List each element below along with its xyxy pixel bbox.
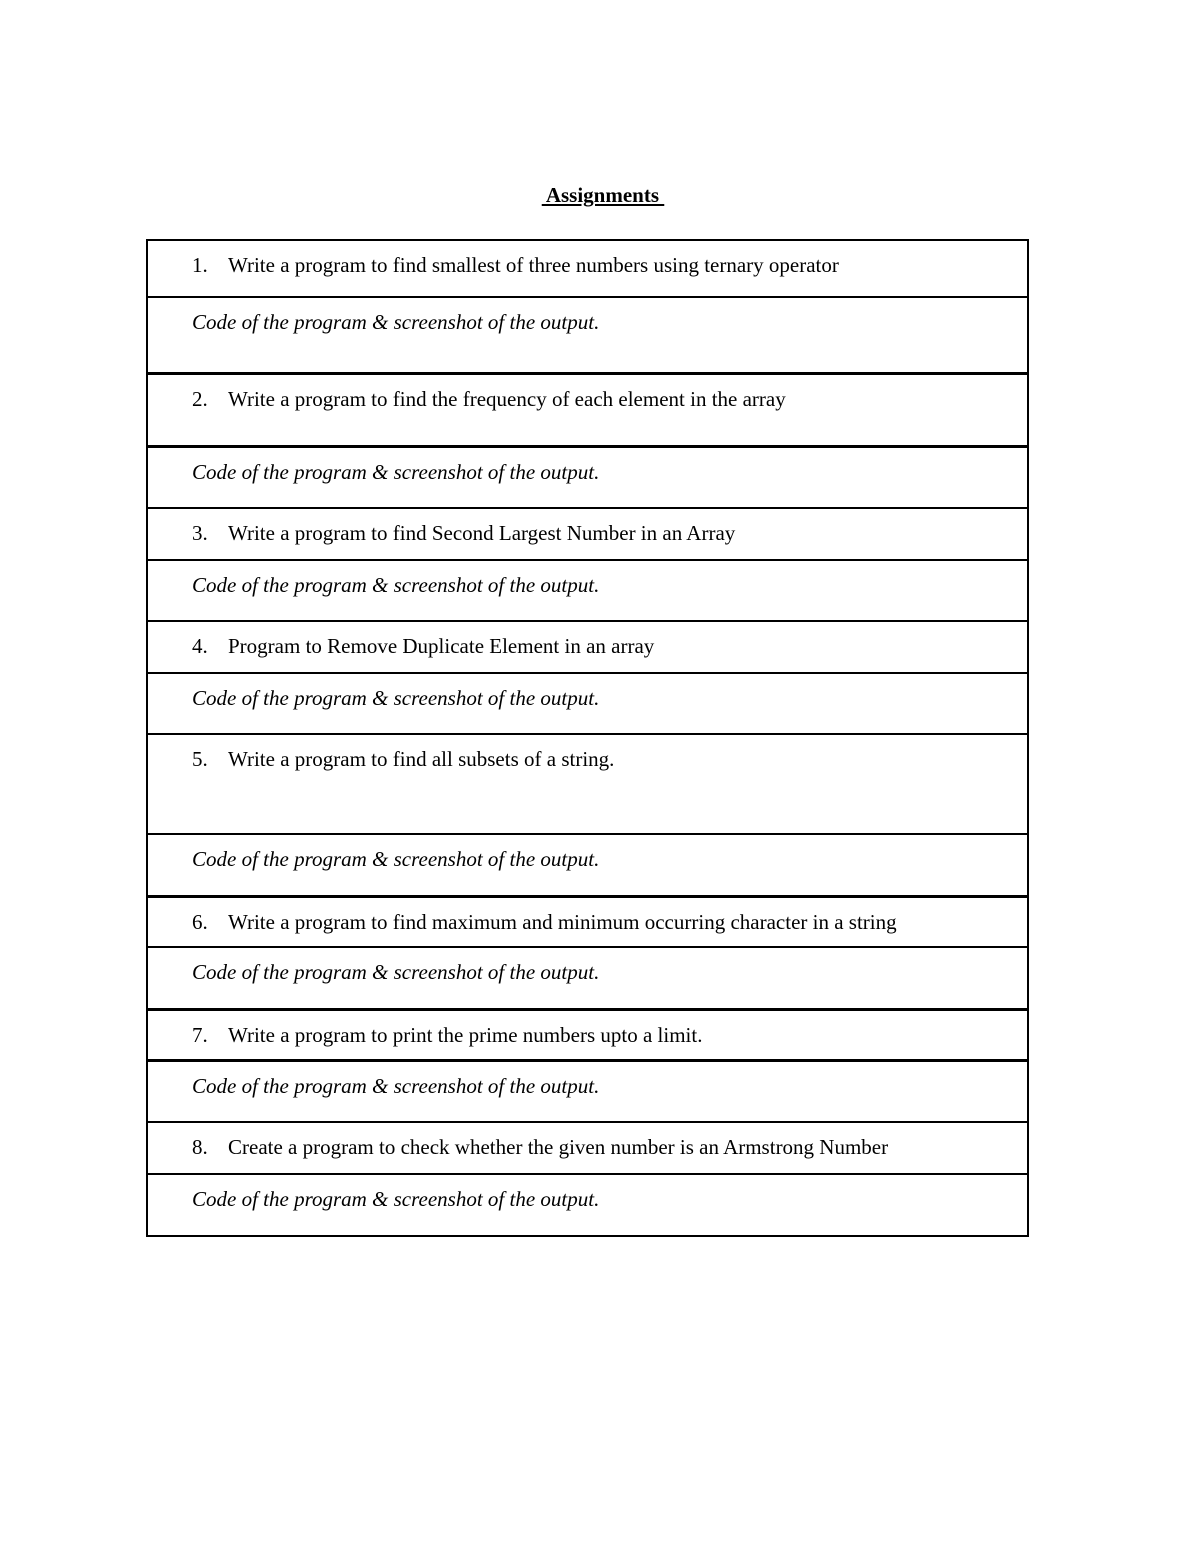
- task-text: Write a program to print the prime numbers upto a limit.: [228, 1022, 703, 1047]
- task-row: [147, 508, 1028, 560]
- task-cell: [147, 373, 1028, 446]
- response-cell: Code of the program & screenshot of the output.: [147, 1174, 1028, 1236]
- response-row: [147, 446, 1028, 508]
- task-text: Write a program to find maximum and minimum occurring character in a string: [228, 909, 897, 934]
- task-number: 1.: [192, 253, 208, 277]
- task-text: Create a program to check whether the given number is an Armstrong Number: [228, 1135, 889, 1159]
- task-row: [147, 734, 1028, 834]
- task-row: [147, 1122, 1028, 1174]
- task-row: [147, 1009, 1028, 1060]
- task-text: Write a program to find Second Largest Number in an Array: [228, 521, 736, 545]
- response-row: [147, 1174, 1028, 1236]
- task-row: [147, 896, 1028, 947]
- task-number: 8.: [192, 1135, 208, 1159]
- task-cell: [147, 508, 1028, 560]
- response-cell: Code of the program & screenshot of the output.: [147, 446, 1028, 508]
- task-text: Program to Remove Duplicate Element in an array: [228, 634, 655, 658]
- task-number: 6.: [192, 909, 208, 934]
- task-cell: [147, 1009, 1028, 1060]
- task-number: 3.: [192, 521, 208, 545]
- response-row: [147, 673, 1028, 734]
- assignments-table: [146, 239, 1029, 1237]
- response-cell: Code of the program & screenshot of the output.: [147, 834, 1028, 896]
- response-cell: Code of the program & screenshot of the output.: [147, 947, 1028, 1009]
- task-cell: [147, 1122, 1028, 1174]
- task-cell: [147, 240, 1028, 297]
- task-row: [147, 621, 1028, 673]
- response-row: [147, 947, 1028, 1009]
- response-cell: Code of the program & screenshot of the output.: [147, 1060, 1028, 1122]
- task-number: 2.: [192, 386, 208, 411]
- task-number: 7.: [192, 1022, 208, 1047]
- response-row: [147, 1060, 1028, 1122]
- task-text: Write a program to find smallest of three numbers using ternary operator: [228, 253, 839, 277]
- response-cell: Code of the program & screenshot of the output.: [147, 297, 1028, 373]
- task-text: Write a program to find all subsets of a string.: [228, 747, 615, 771]
- page-title: [0, 180, 1200, 210]
- response-row: [147, 297, 1028, 373]
- task-row: [147, 373, 1028, 446]
- task-text: Write a program to find the frequency of each element in the array: [228, 386, 786, 411]
- response-cell: Code of the program & screenshot of the output.: [147, 560, 1028, 621]
- task-row: [147, 240, 1028, 297]
- response-row: [147, 560, 1028, 621]
- task-number: 4.: [192, 634, 208, 658]
- response-row: [147, 834, 1028, 896]
- task-cell: [147, 896, 1028, 947]
- task-cell: [147, 734, 1028, 834]
- task-cell: [147, 621, 1028, 673]
- response-cell: Code of the program & screenshot of the output.: [147, 673, 1028, 734]
- task-number: 5.: [192, 747, 208, 771]
- page-title-text: Assignments: [541, 183, 665, 207]
